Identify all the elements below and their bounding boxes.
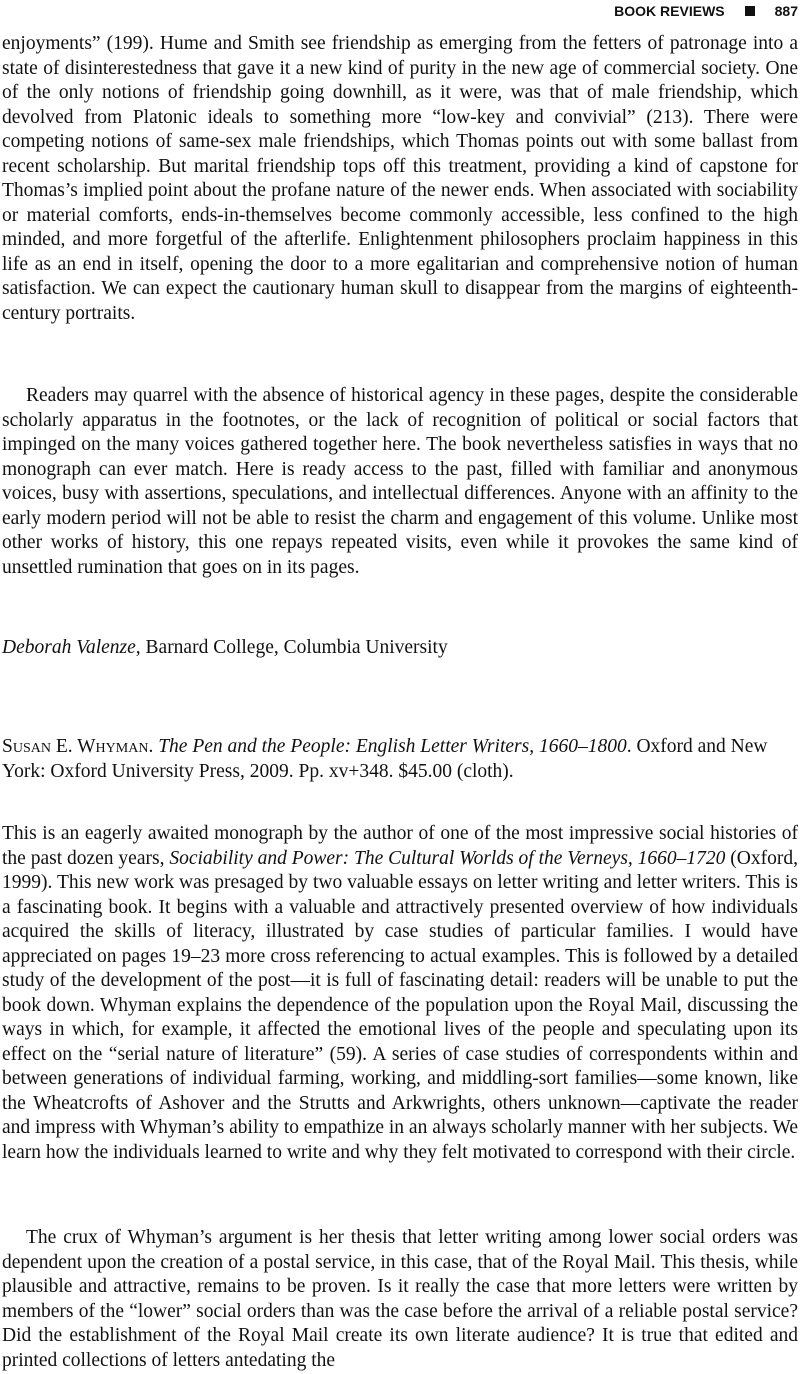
book-author: Susan E. Whyman	[2, 736, 149, 757]
reviewer-name: Deborah Valenze	[2, 637, 136, 658]
review-paragraph-1	[2, 822, 798, 1165]
review-paragraph-2	[2, 1226, 798, 1373]
paragraph-text: This is an eagerly awaited monograph by the author of one of the most impressive social histories of the past dozen years,	[2, 823, 798, 869]
publication-details: . Oxford and New York: Oxford University Press, 2009. Pp. xv+348. $45.00 (cloth).	[2, 736, 768, 782]
page-number: 887	[774, 3, 798, 19]
separator-square-icon	[745, 6, 755, 16]
paragraph: enjoyments” (199). Hume and Smith see friendship as emerging from the fetters of patronage into a state of disinterestedness that gave it a new kind of purity in the new age of commercial society. One of the only notions of friendship going downhill, as it were, was that of male friendship, which devolved from Platonic ideals to something more “low-key and convivial” (213). There were competing notions of same-sex male friendships, which Thomas points out with some ballast from recent scholarship. But marital friendship tops off this treatment, providing a kind of capstone for Thomas’s implied point about the profane nature of the newer ends. When associated with sociability or material comforts, ends-in-themselves become commonly accessible, less confined to the high minded, and more forgetful of the afterlife. Enlightenment philosophers proclaim happiness in this life as an end in itself, opening the door to a more egalitarian and comprehensive notion of human satisfaction. We can expect the cautionary human skull to disappear from the margins of eighteenth-century portraits.	[2, 33, 798, 324]
reviewer-affiliation: , Barnard College, Columbia University	[135, 637, 448, 658]
paragraph: The crux of Whyman’s argument is her thesis that letter writing among lower social orders was dependent upon the creation of a postal service, in this case, that of the Royal Mail. This thesis, while plausible and attractive, remains to be proven. Is it really the case that more letters were written by members of the “lower” social orders than was the case before the arrival of a reliable postal service? Did the establishment of the Royal Mail create its own literate audience? It is true that edited and printed collections of letters antedating the	[2, 1227, 798, 1371]
review-continued-paragraph	[2, 32, 798, 326]
book-citation: Susan E. Whyman. The Pen and the People: English Letter Writers, 1660–1800. Oxford and New York: Oxford University Press, 2009. Pp. xv+348. $45.00 (cloth).	[2, 736, 768, 782]
paragraph-text: (Oxford, 1999). This new work was presaged by two valuable essays on letter writing and letter writers. This is a fascinating book. It begins with a valuable and attractively presented overview of how individuals acquired the skills of literacy, illustrated by case studies of particular families. I would have appreciated on pages 19–23 more cross referencing to actual examples. This is followed by a detailed study of the development of the post—it is full of fascinating detail: readers will be unable to put the book down. Whyman explains the dependence of the population upon the Royal Mail, discussing the ways in which, for example, it affected the emotional lives of the people and speculating upon its effect on the “serial nature of literature” (59). A series of case studies of correspondents within and between generations of individual farming, working, and middling-sort families—some known, like the Wheatcrofts of Ashover and the Strutts and Arkwrights, others unknown—captivate the reader and impress with Whyman’s ability to empathize in an always scholarly manner with her subjects. We learn how the individuals learned to write and why they felt motivated to correspond with their circle.	[2, 847, 798, 1163]
reviewer-signature	[2, 636, 798, 661]
book-title: The Pen and the People: English Letter Writers, 1660–1800	[158, 736, 627, 757]
review-closing-paragraph	[2, 384, 798, 580]
paragraph: Readers may quarrel with the absence of historical agency in these pages, despite the considerable scholarly apparatus in the footnotes, or the lack of recognition of political or social factors that impinged on the many voices gathered together here. The book nevertheless satisfies in ways that no monograph can ever match. Here is ready access to the past, filled with familiar and anonymous voices, busy with assertions, speculations, and intellectual differences. Anyone with an affinity to the early modern period will not be able to resist the charm and engagement of this volume. Unlike most other works of history, this one repays repeated visits, even while it provokes the same kind of unsettled rumination that goes on in its pages.	[2, 385, 798, 578]
cited-book-title: Sociability and Power: The Cultural Worlds of the Verneys, 1660–1720	[169, 847, 726, 869]
running-head	[614, 0, 798, 22]
section-title: BOOK REVIEWS	[614, 3, 725, 19]
